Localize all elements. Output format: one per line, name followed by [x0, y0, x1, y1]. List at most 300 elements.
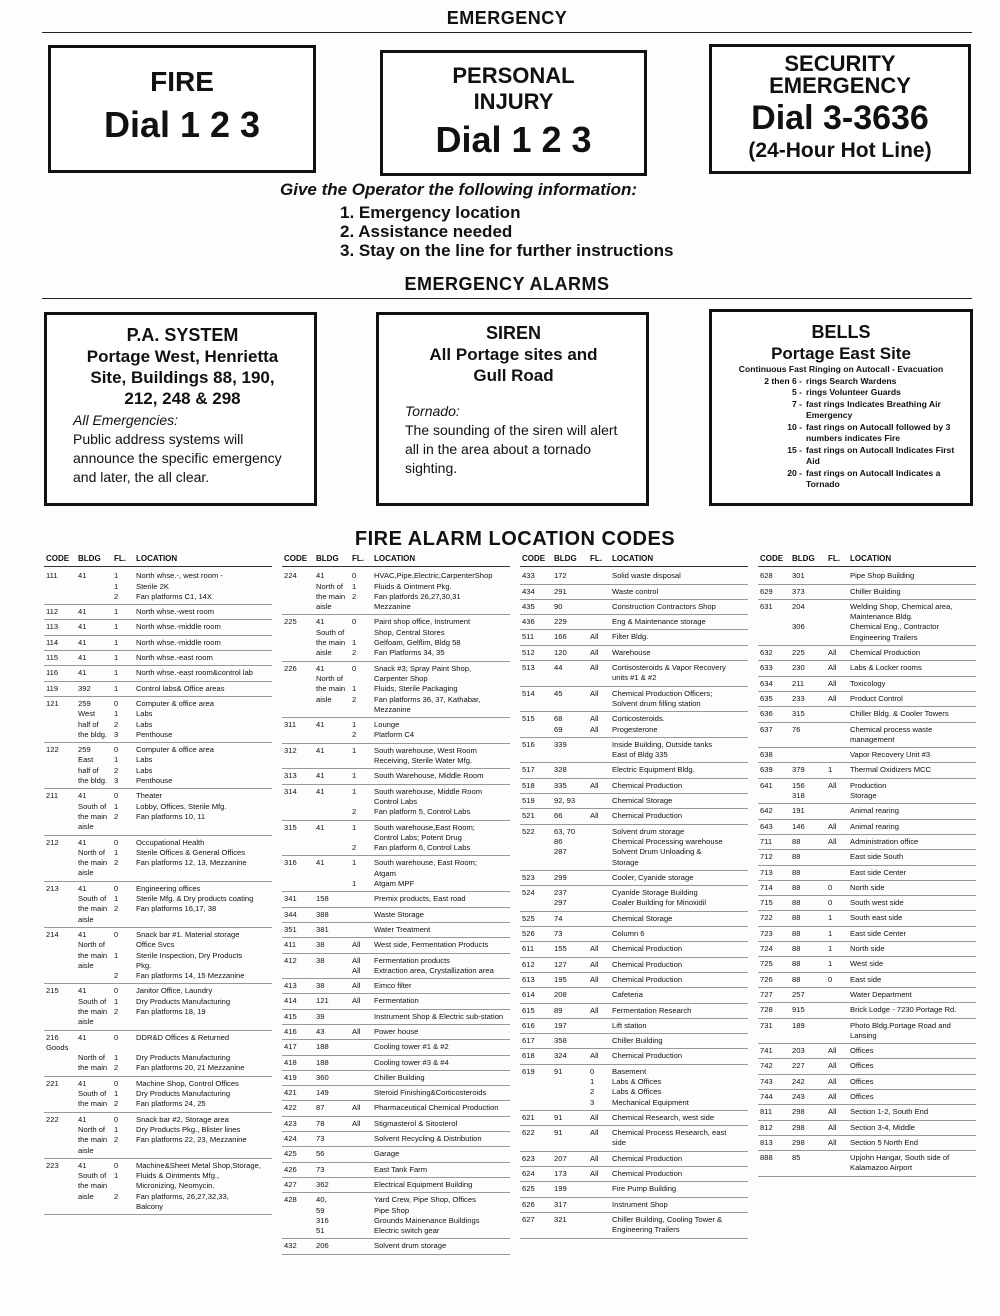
- table-row: [520, 1198, 748, 1213]
- cell-fl: 0 1 2 3: [590, 1066, 595, 1107]
- cell-code: 643: [760, 821, 773, 831]
- table-row: [282, 856, 510, 892]
- cell-bldg: 358: [554, 1036, 567, 1046]
- cell-code: 714: [760, 882, 773, 892]
- table-header: [282, 554, 510, 567]
- cell-code: 637: [760, 724, 773, 734]
- cell-bldg: 91: [554, 1112, 563, 1122]
- cell-code: 434: [522, 586, 535, 596]
- cell-fl: 0 1 2: [352, 617, 357, 658]
- cell-bldg: 41: [78, 653, 87, 663]
- cell-bldg: 208: [554, 990, 567, 1000]
- cell-bldg: 87: [316, 1103, 325, 1113]
- cell-loc: Chemical Production: [612, 780, 683, 790]
- cell-loc: Lift station: [612, 1020, 647, 1030]
- cell-bldg: 321: [554, 1214, 567, 1224]
- table-row: [282, 1040, 510, 1055]
- cell-loc: Power house: [374, 1026, 419, 1036]
- bells-value: fast rings on Autocall Indicates a Tornado: [806, 467, 941, 489]
- table-row: [520, 1034, 748, 1049]
- cell-fl: All: [828, 1122, 837, 1132]
- cell-code: 511: [522, 632, 535, 642]
- cell-code: 436: [522, 617, 535, 627]
- cell-fl: [352, 1165, 374, 1175]
- cell-loc: Theater Lobby, Offices, Sterile Mfg. Fan platforms 10, 11: [136, 791, 227, 821]
- cell-fl: All: [828, 1061, 837, 1071]
- table-row: [520, 809, 748, 824]
- table-row: [758, 957, 976, 972]
- cell-bldg: 233: [792, 693, 805, 703]
- cell-code: 632: [760, 648, 773, 658]
- cell-bldg: 41 South of the main aisle: [78, 1160, 108, 1201]
- cell-code: 642: [760, 806, 773, 816]
- table-row: [282, 1101, 510, 1116]
- cell-fl: [590, 1184, 612, 1194]
- table-row: [282, 1010, 510, 1025]
- cell-code: 616: [522, 1020, 535, 1030]
- cell-bldg: 88: [792, 928, 801, 938]
- cell-code: 415: [284, 1011, 297, 1021]
- cell-fl: 1: [114, 607, 119, 617]
- cell-code: 114: [46, 637, 59, 647]
- header-code: CODE: [46, 554, 70, 563]
- cell-loc: North whse.-, west room - Sterile 2K Fan platforms C1, 14X: [136, 571, 223, 601]
- table-row: [520, 1004, 748, 1019]
- bells-value: rings Volunteer Guards: [806, 387, 901, 397]
- cell-fl: 0 1 2 3: [114, 745, 119, 786]
- cell-loc: Offices: [850, 1061, 874, 1071]
- cell-bldg: 392: [78, 683, 91, 693]
- bells-key: 15 -: [787, 444, 802, 455]
- table-row: [44, 789, 272, 835]
- codes-column-4: [758, 554, 976, 1177]
- cell-bldg: 199: [554, 1184, 567, 1194]
- cell-loc: Basement Labs & Offices Labs & Offices Mechanical Equipment: [612, 1066, 689, 1107]
- table-row: [282, 1117, 510, 1132]
- cell-fl: 1: [114, 622, 119, 632]
- cell-code: 213: [46, 883, 59, 893]
- table-row: [520, 958, 748, 973]
- cell-bldg: 120: [554, 647, 567, 657]
- cell-bldg: 76: [792, 724, 801, 734]
- cell-bldg: 41 North of the main aisle: [316, 571, 346, 612]
- cell-fl: All: [590, 974, 599, 984]
- operator-instructions: [280, 180, 720, 260]
- table-row: [520, 712, 748, 738]
- cell-code: 422: [284, 1103, 297, 1113]
- cell-fl: [590, 740, 612, 761]
- bells-row: [724, 422, 958, 445]
- header-fl: FL.: [352, 554, 364, 563]
- cell-fl: 0 1 2: [114, 791, 119, 821]
- cell-fl: All: [828, 821, 837, 831]
- cell-code: 731: [760, 1020, 773, 1030]
- cell-loc: South warehouse, West Room Receiving, Sterile Water Mfg.: [374, 745, 477, 766]
- cell-loc: Welding Shop, Chemical area, Maintenance Bldg. Chemical Eng., Contractor Engineering Trailers: [850, 601, 953, 642]
- table-row: [520, 687, 748, 713]
- bells-value: fast rings Indicates Breathing Air Emergency: [806, 398, 941, 420]
- table-row: [282, 1025, 510, 1040]
- cell-code: 522: [522, 826, 535, 836]
- cell-loc: Machine Shop, Control Offices Dry Products Manufacturing Fan platforms 24, 25: [136, 1078, 239, 1109]
- cell-fl: [590, 1036, 612, 1046]
- cell-bldg: 237 297: [554, 888, 567, 908]
- header-loc: LOCATION: [612, 554, 654, 563]
- cell-bldg: 299: [554, 872, 567, 882]
- instructions-list: [280, 203, 720, 260]
- cell-bldg: 324: [554, 1051, 567, 1061]
- cell-fl: [590, 796, 612, 806]
- table-row: [282, 821, 510, 857]
- cell-bldg: 204 306: [792, 601, 805, 632]
- cell-bldg: 73: [554, 929, 563, 939]
- cell-code: 634: [760, 678, 773, 688]
- table-row: [44, 743, 272, 789]
- cell-fl: 1: [828, 959, 833, 969]
- cell-loc: Labs & Locker rooms: [850, 663, 922, 673]
- table-row: [758, 763, 976, 778]
- cell-code: 614: [522, 990, 535, 1000]
- cell-loc: Filter Bldg.: [612, 632, 649, 642]
- cell-bldg: 158: [316, 894, 329, 904]
- cell-loc: Lounge Platform C4: [374, 720, 415, 740]
- cell-loc: DDR&D Offices & Returned Dry Products Manufacturing Fan platforms 20, 21 Mezzanine: [136, 1032, 245, 1073]
- bells-row: [724, 376, 958, 388]
- cell-code: 315: [284, 822, 297, 832]
- cell-code: 424: [284, 1134, 297, 1144]
- cell-code: 742: [760, 1061, 773, 1071]
- cell-loc: Cyanide Storage Building Coaler Building for Minoxidil: [612, 888, 707, 908]
- cell-loc: Yard Crew, Pipe Shop, Offices Pipe Shop Grounds Mainenance Buildings Electric switch gear: [374, 1195, 480, 1236]
- cell-fl: All: [590, 811, 599, 821]
- cell-loc: Chemical Production: [612, 974, 683, 984]
- cell-fl: 1 2: [352, 720, 357, 740]
- cell-code: 115: [46, 653, 59, 663]
- cell-fl: 1: [828, 913, 833, 923]
- fire-label: FIRE: [150, 66, 214, 97]
- instructions-heading: Give the Operator the following information:: [280, 180, 638, 199]
- cell-code: 722: [760, 913, 773, 923]
- cell-bldg: 73: [316, 1164, 325, 1174]
- cell-fl: All: [352, 940, 361, 950]
- cell-bldg: 243: [792, 1091, 805, 1101]
- cell-fl: 0: [828, 882, 833, 892]
- cell-code: 111: [46, 571, 58, 581]
- siren-box: [376, 312, 649, 506]
- cell-fl: All: [352, 1103, 361, 1113]
- cell-code: 523: [522, 872, 535, 882]
- cell-code: 122: [46, 745, 59, 755]
- bells-subtitle: Portage East Site: [771, 344, 911, 363]
- cell-code: 612: [522, 959, 535, 969]
- table-header: [758, 554, 976, 567]
- cell-bldg: 362: [316, 1179, 329, 1189]
- cell-loc: Section 3-4, Middle: [850, 1122, 916, 1132]
- table-row: [758, 1151, 976, 1177]
- cell-fl: [352, 1180, 374, 1190]
- cell-loc: North whse.-east room: [136, 653, 213, 663]
- cell-bldg: 195: [554, 974, 567, 984]
- cell-loc: Chiller Building: [850, 586, 901, 596]
- cell-loc: North side: [850, 944, 885, 954]
- cell-fl: [352, 1058, 374, 1068]
- table-row: [282, 923, 510, 938]
- cell-code: 121: [46, 698, 59, 708]
- cell-code: 639: [760, 765, 773, 775]
- cell-loc: Instrument Shop: [612, 1199, 668, 1209]
- table-row: [758, 677, 976, 692]
- cell-loc: East side: [850, 974, 882, 984]
- table-row: [758, 1044, 976, 1059]
- cell-fl: 0 1 2: [114, 837, 119, 868]
- cell-loc: East side South: [850, 852, 904, 862]
- cell-fl: [590, 873, 612, 883]
- injury-label-1: PERSONAL: [452, 63, 575, 88]
- bells-box: [709, 309, 973, 506]
- cell-code: 723: [760, 928, 773, 938]
- cell-code: 631: [760, 601, 773, 611]
- cell-code: 633: [760, 663, 773, 673]
- cell-fl: [590, 914, 612, 924]
- cell-code: 622: [522, 1128, 535, 1138]
- cell-bldg: 172: [554, 571, 567, 581]
- security-box: [709, 44, 971, 174]
- cell-fl: [352, 1012, 374, 1022]
- pa-system-box: [44, 312, 317, 506]
- bells-key: 2 then 6 -: [764, 375, 802, 386]
- cell-fl: [590, 827, 612, 868]
- cell-loc: Chemical Production: [612, 1169, 683, 1179]
- table-row: [520, 630, 748, 645]
- table-row: [282, 769, 510, 784]
- cell-bldg: 91: [554, 1128, 563, 1138]
- cell-bldg: 88: [792, 836, 801, 846]
- cell-fl: All: [828, 1137, 837, 1147]
- cell-bldg: 41 South of the main: [78, 1078, 108, 1109]
- cell-bldg: 78: [316, 1118, 325, 1128]
- security-hotline: (24-Hour Hot Line): [748, 139, 932, 162]
- cell-fl: 0 1 2: [114, 1032, 119, 1073]
- cell-fl: [352, 1195, 374, 1236]
- cell-bldg: 44: [554, 663, 563, 673]
- cell-code: 623: [522, 1153, 535, 1163]
- table-row: [520, 1126, 748, 1152]
- cell-bldg: 257: [792, 989, 805, 999]
- cell-loc: East side Center: [850, 928, 907, 938]
- table-row: [44, 569, 272, 605]
- table-row: [758, 779, 976, 805]
- cell-bldg: 41: [78, 668, 87, 678]
- cell-code: 221: [46, 1078, 59, 1088]
- cell-fl: 0 1 2: [352, 663, 357, 704]
- cell-bldg: 88: [792, 959, 801, 969]
- cell-bldg: 43: [316, 1026, 325, 1036]
- cell-code: 423: [284, 1118, 297, 1128]
- table-row: [44, 836, 272, 882]
- table-row: [282, 1193, 510, 1239]
- cell-fl: All: [590, 1153, 599, 1163]
- cell-bldg: 203: [792, 1046, 805, 1056]
- cell-loc: Warehouse: [612, 647, 651, 657]
- cell-code: 411: [284, 940, 297, 950]
- cell-bldg: 88: [792, 913, 801, 923]
- cell-code: 743: [760, 1076, 773, 1086]
- cell-bldg: 227: [792, 1061, 805, 1071]
- cell-fl: [352, 1241, 374, 1251]
- cell-fl: All: [828, 780, 837, 790]
- cell-code: 727: [760, 989, 773, 999]
- table-row: [758, 896, 976, 911]
- header-bldg: BLDG: [554, 554, 577, 563]
- cell-bldg: 915: [792, 1005, 805, 1015]
- cell-bldg: 41 South of the main aisle: [316, 617, 346, 658]
- cell-bldg: 328: [554, 765, 567, 775]
- table-row: [758, 866, 976, 881]
- cell-code: 222: [46, 1114, 59, 1124]
- cell-bldg: 301: [792, 571, 805, 581]
- cell-fl: [590, 888, 612, 909]
- fire-codes-title: FIRE ALARM LOCATION CODES: [354, 528, 676, 550]
- cell-code: 715: [760, 898, 773, 908]
- cell-loc: Water Treatment: [374, 924, 431, 934]
- siren-condition: Tornado:: [405, 403, 460, 419]
- table-row: [282, 1178, 510, 1193]
- cell-bldg: 206: [316, 1241, 329, 1251]
- cell-code: 226: [284, 663, 297, 673]
- table-row: [758, 600, 976, 646]
- table-row: [282, 785, 510, 821]
- cell-loc: Janitor Office, Laundry Dry Products Manufacturing Fan platforms 18, 19: [136, 986, 231, 1016]
- injury-box: [380, 50, 647, 176]
- table-row: [758, 804, 976, 819]
- cell-bldg: 91: [554, 1066, 563, 1076]
- cell-fl: 0 1 2: [114, 1160, 119, 1201]
- cell-fl: [590, 571, 612, 581]
- cell-loc: East Tank Farm: [374, 1164, 428, 1174]
- cell-code: 519: [522, 796, 535, 806]
- cell-bldg: 121: [316, 996, 329, 1006]
- cell-bldg: 73: [316, 1134, 325, 1144]
- cell-fl: All: [352, 981, 361, 991]
- pa-title: P.A. SYSTEM: [126, 325, 239, 345]
- cell-loc: Fermentation: [374, 996, 419, 1006]
- cell-bldg: 298: [792, 1107, 805, 1117]
- header-code: CODE: [760, 554, 784, 563]
- cell-loc: Fermentation Research: [612, 1005, 692, 1015]
- cell-code: 427: [284, 1179, 297, 1189]
- bells-value: rings Search Wardens: [806, 375, 897, 386]
- instruction-item: 3. Stay on the line for further instructions: [340, 241, 674, 260]
- cell-code: 813: [760, 1137, 773, 1147]
- cell-bldg: 68 69: [554, 714, 563, 734]
- cell-fl: 1: [828, 765, 833, 775]
- header-fl: FL.: [590, 554, 602, 563]
- cell-bldg: 335: [554, 780, 567, 790]
- cell-fl: 1: [828, 928, 833, 938]
- table-header: [44, 554, 272, 567]
- cell-bldg: 41: [316, 822, 325, 832]
- table-row: [282, 1071, 510, 1086]
- cell-bldg: 225: [792, 648, 805, 658]
- cell-loc: Instrument Shop & Electric sub-station: [374, 1011, 504, 1021]
- cell-fl: All: [828, 836, 837, 846]
- cell-fl: [352, 894, 374, 904]
- table-row: [520, 585, 748, 600]
- bells-key: 10 -: [787, 421, 802, 432]
- cell-loc: Fire Pump Building: [612, 1184, 677, 1194]
- cell-code: 628: [760, 571, 773, 581]
- header-bldg: BLDG: [792, 554, 815, 563]
- cell-loc: Waste control: [612, 586, 659, 596]
- siren-body: [405, 402, 622, 478]
- cell-fl: All: [590, 688, 599, 698]
- cell-loc: Animal rearing: [850, 806, 899, 816]
- cell-fl: 0 1 2: [114, 883, 119, 914]
- cell-code: 312: [284, 745, 297, 755]
- table-row: [44, 620, 272, 635]
- cell-loc: Chemical Research, west side: [612, 1112, 715, 1122]
- pa-condition: All Emergencies:: [73, 412, 179, 428]
- cell-loc: Paint shop office, Instrument Shop, Central Stores Gelfoam, Gelflim, Bldg 58 Fan Platforms 34, 35: [374, 617, 471, 658]
- cell-fl: 1 2: [352, 786, 357, 817]
- siren-title: SIREN: [485, 323, 541, 343]
- cell-loc: Waste Storage: [374, 909, 424, 919]
- table-row: [520, 912, 748, 927]
- cell-bldg: 41 North of the main aisle: [78, 837, 108, 878]
- table-row: [282, 938, 510, 953]
- cell-bldg: 155: [554, 944, 567, 954]
- cell-bldg: 41 South of the main aisle: [78, 791, 108, 832]
- cell-bldg: 373: [792, 586, 805, 596]
- table-row: [758, 1090, 976, 1105]
- cell-loc: Production Storage: [850, 780, 887, 801]
- table-row: [520, 661, 748, 687]
- header-code: CODE: [522, 554, 546, 563]
- cell-bldg: 291: [554, 586, 567, 596]
- cell-fl: 0 1 2: [114, 929, 119, 981]
- table-row: [44, 605, 272, 620]
- cell-fl: [590, 990, 612, 1000]
- cell-bldg: 88: [792, 898, 801, 908]
- cell-loc: South warehouse,East Room; Control Labs; Potent Drug Fan platform 6, Control Labs: [374, 822, 475, 853]
- cell-fl: [828, 750, 850, 760]
- cell-bldg: 41 North of the main aisle: [316, 663, 346, 704]
- cell-bldg: 188: [316, 1042, 329, 1052]
- cell-code: 211: [46, 791, 59, 801]
- cell-loc: Upjohn Hangar, South side of Kalamazoo Airport: [850, 1153, 950, 1173]
- cell-loc: Electrical Equipment Building: [374, 1179, 473, 1189]
- cell-fl: All: [828, 1076, 837, 1086]
- cell-loc: Snack bar #2, Storage area Dry Products Pkg., Blister lines Fan platforms 22, 23, Mezzanine: [136, 1114, 247, 1145]
- cell-loc: East side Center: [850, 867, 907, 877]
- cell-fl: All: [590, 1005, 599, 1015]
- cell-bldg: 41: [78, 607, 87, 617]
- cell-bldg: 191: [792, 806, 805, 816]
- cell-loc: South warehouse, Middle Room Control Labs Fan platform 5, Control Labs: [374, 786, 483, 817]
- cell-loc: Chemical Production Officers; Solvent drum filling station: [612, 688, 713, 708]
- cell-code: 426: [284, 1164, 297, 1174]
- table-row: [44, 651, 272, 666]
- table-row: [520, 1152, 748, 1167]
- cell-fl: All: [590, 647, 599, 657]
- table-row: [758, 1059, 976, 1074]
- cell-fl: 1: [114, 637, 119, 647]
- table-row: [282, 908, 510, 923]
- cell-fl: [828, 990, 850, 1000]
- security-label-1: SECURITY: [784, 51, 896, 76]
- cell-fl: All: [828, 1091, 837, 1101]
- pa-body: [73, 411, 292, 487]
